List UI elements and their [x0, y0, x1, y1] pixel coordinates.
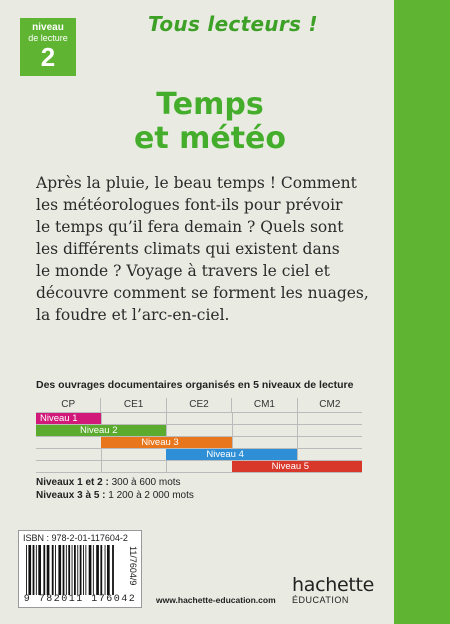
word-count-row	[36, 489, 376, 502]
publisher-url: www.hachette-education.com	[156, 595, 276, 605]
grid-column-ce1: CE1	[101, 398, 166, 412]
grid-column-cm2: CM2	[319, 399, 341, 410]
barcode-bar	[107, 545, 110, 595]
badge-number: 2	[40, 42, 56, 72]
blurb-line: les météorologues font-ils pour prévoir	[36, 196, 343, 214]
barcode-bar	[89, 545, 92, 595]
level-bar-label: Niveau 4	[206, 449, 244, 460]
isbn-label: ISBN : 978-2-01-117604-2	[23, 533, 128, 543]
book-spine	[394, 0, 450, 624]
blurb-line: la foudre et l’arc-en-ciel.	[36, 306, 230, 324]
barcode-bar	[83, 545, 84, 595]
barcode-bar	[47, 545, 50, 595]
word-counts	[36, 476, 376, 502]
series-title: Tous lecteurs !	[148, 12, 318, 36]
word-count-levels: Niveaux 3 à 5 :	[36, 490, 106, 501]
grid-column-ce2: CE2	[167, 398, 232, 412]
grid-column-cm1: CM1	[232, 398, 297, 412]
grid-rows	[36, 412, 362, 472]
barcode-bar	[68, 545, 70, 595]
barcode-bars	[24, 545, 136, 595]
publisher-sub: ÉDUCATION	[292, 595, 349, 605]
blurb-line: découvre comment se forment les nuages,	[36, 284, 369, 302]
word-count-row	[36, 476, 376, 489]
blurb-line: Après la pluie, le beau temps ! Comment	[36, 174, 357, 192]
levels-grid	[36, 398, 362, 474]
barcode-bar	[93, 545, 94, 595]
barcode-bar	[80, 545, 82, 595]
title-line2: et météo	[133, 121, 287, 156]
book-title	[60, 88, 360, 156]
word-count-value: 300 à 600 mots	[111, 477, 181, 488]
barcode-bar	[26, 545, 27, 595]
barcode-bar	[38, 545, 41, 595]
barcode-bar	[105, 545, 106, 595]
level-bar-4	[166, 449, 296, 460]
blurb-text	[36, 172, 376, 326]
barcode-bar	[58, 545, 61, 595]
barcode-bar	[112, 545, 114, 595]
barcode-bar	[72, 545, 73, 595]
barcode-bar	[55, 545, 56, 595]
level-bar-label: Niveau 3	[141, 437, 179, 448]
level-bar-label: Niveau 5	[271, 461, 310, 472]
badge-line2: de lecture	[28, 33, 68, 43]
word-count-value: 1 200 à 2 000 mots	[108, 490, 194, 501]
blurb-line: les différents climats qui existent dans	[36, 240, 340, 258]
level-bar-1	[36, 413, 101, 424]
word-count-levels: Niveaux 1 et 2 :	[36, 477, 109, 488]
reading-level-badge	[20, 18, 76, 76]
barcode-bar	[36, 545, 37, 595]
ean-number: 9 782011 176042	[23, 594, 137, 605]
title-line1: Temps	[156, 87, 264, 122]
barcode-bar	[96, 545, 99, 595]
level-bar-5	[232, 461, 362, 472]
barcode-bar	[52, 545, 54, 595]
barcode-bar	[66, 545, 67, 595]
grid-hline	[36, 472, 362, 473]
grid-header	[36, 398, 362, 412]
barcode-bar	[77, 545, 78, 595]
badge-line1: niveau	[32, 22, 64, 33]
publisher-name: hachette	[292, 574, 375, 596]
code-id: 11/7604/9	[128, 546, 138, 586]
level-bar-label: Niveau 2	[80, 425, 118, 436]
levels-caption: Des ouvrages documentaires organisés en 5 niveaux de lecture	[36, 379, 354, 391]
barcode-bar	[74, 545, 76, 595]
barcode-bar	[100, 545, 102, 595]
barcode-bar	[43, 545, 45, 595]
barcode-bar	[28, 545, 31, 595]
blurb-line: le monde ? Voyage à travers le ciel et	[36, 262, 330, 280]
publisher-logo	[292, 575, 378, 606]
blurb-line: le temps qu’il fera demain ? Quels sont	[36, 218, 344, 236]
level-bar-2	[36, 425, 166, 436]
level-bar-label: Niveau 1	[40, 413, 78, 424]
barcode-bar	[85, 545, 86, 595]
barcode-bar	[33, 545, 35, 595]
barcode-bar	[63, 545, 65, 595]
level-bar-3	[101, 437, 231, 448]
grid-column-cp: CP	[36, 398, 101, 412]
